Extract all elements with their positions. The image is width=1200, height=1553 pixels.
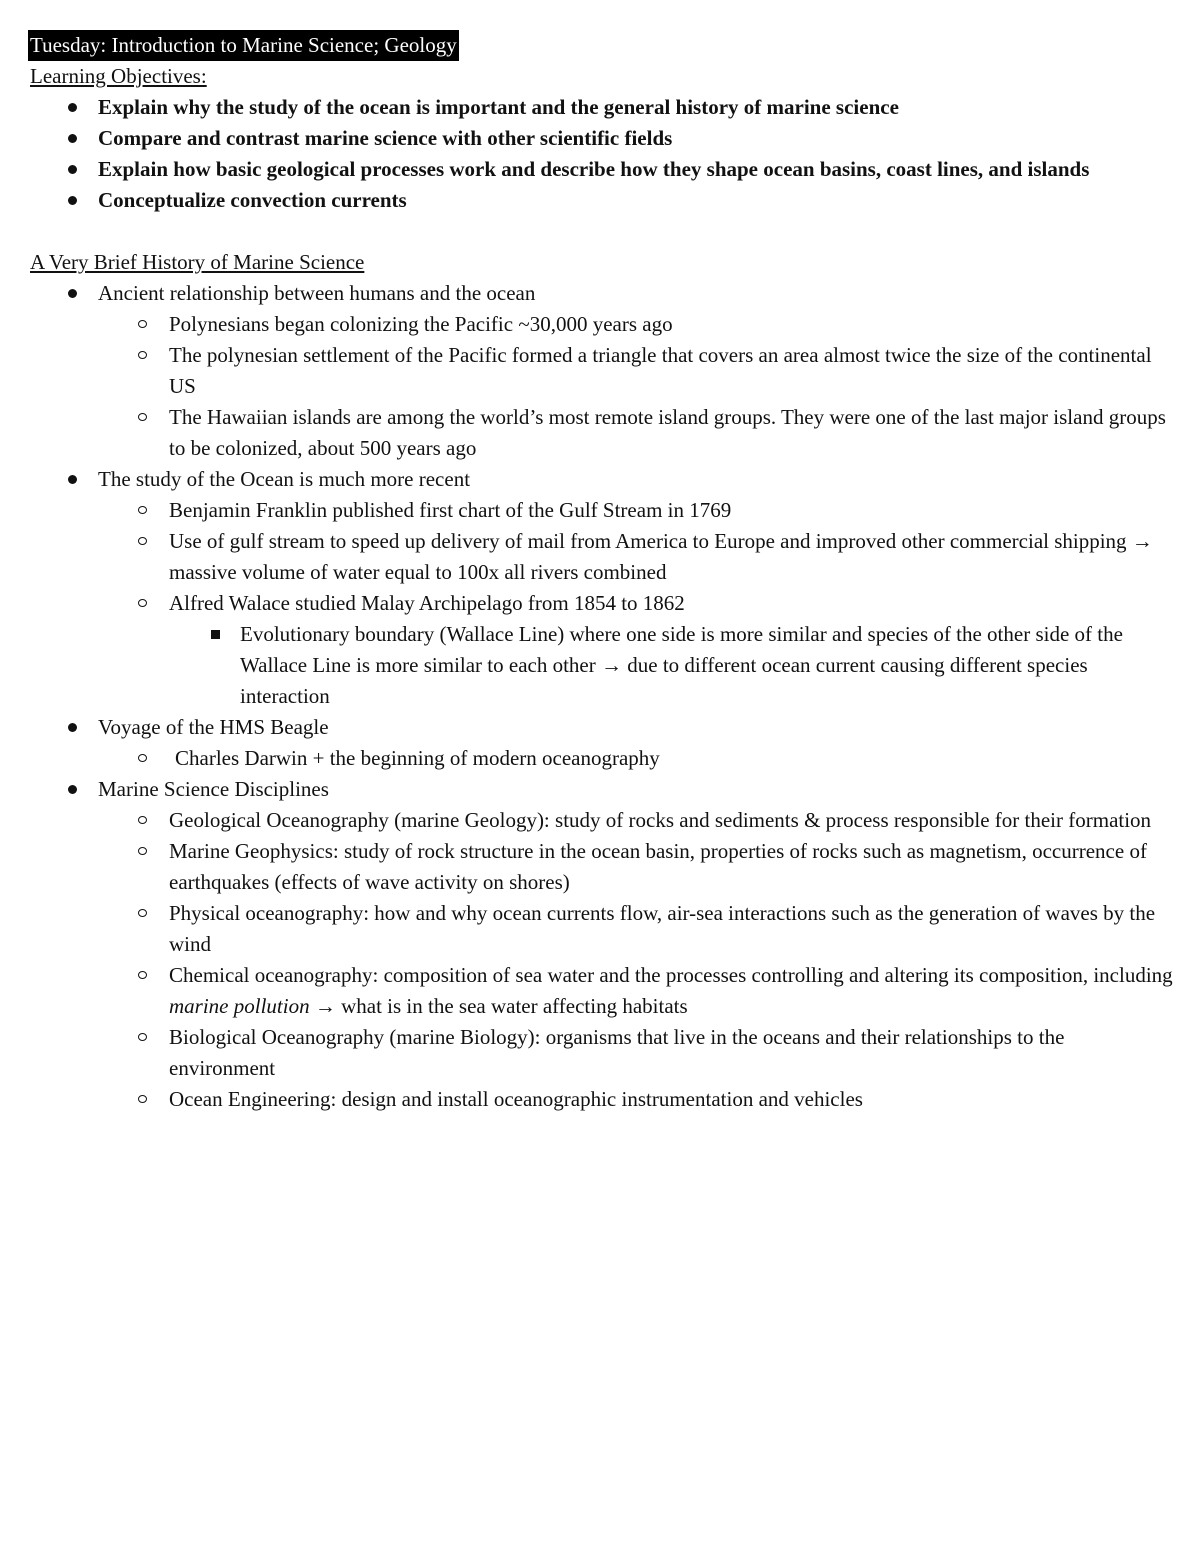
list-item: Benjamin Franklin published first chart of the Gulf Stream in 1769 [98, 495, 1175, 526]
list-item: Use of gulf stream to speed up delivery of mail from America to Europe and improved other commercial shipping → massive volume of water equal to 100x all rivers combined [98, 526, 1175, 588]
history-heading: A Very Brief History of Marine Science [30, 250, 365, 274]
sub-list [98, 805, 1175, 1115]
objectives-list [30, 92, 1175, 216]
list-item: The Hawaiian islands are among the world’s most remote island groups. They were one of the last major island groups to be colonized, about 500 years ago [98, 402, 1175, 464]
list-item: Marine Geophysics: study of rock structure in the ocean basin, properties of rocks such as magnetism, occurrence of earthquakes (effects of wave activity on shores) [98, 836, 1175, 898]
circle-bullet-icon [138, 413, 147, 421]
circle-bullet-icon [138, 506, 147, 514]
circle-bullet-icon [138, 537, 147, 545]
list-item: Explain how basic geological processes work and describe how they shape ocean basins, coast lines, and islands [30, 154, 1175, 185]
list-item: Polynesians began colonizing the Pacific ~30,000 years ago [98, 309, 1175, 340]
list-item: Conceptualize convection currents [30, 185, 1175, 216]
bullet-icon [68, 723, 77, 732]
list-item: Ancient relationship between humans and the ocean Polynesians began colonizing the Pacific ~30,000 years ago The polynesian settlement of the Pacific formed a triangle that covers an area almost twice the size of the continental US The Hawaiian islands are among the world’s most remote island groups. They were one of the last major island groups to be colonized, about 500 years ago [30, 278, 1175, 464]
italic-term: marine pollution [169, 994, 310, 1018]
list-item: The polynesian settlement of the Pacific formed a triangle that covers an area almost twice the size of the continental US [98, 340, 1175, 402]
circle-bullet-icon [138, 754, 147, 762]
history-list [30, 278, 1175, 1115]
bullet-icon [68, 165, 77, 174]
bullet-icon [68, 475, 77, 484]
circle-bullet-icon [138, 599, 147, 607]
list-item: Physical oceanography: how and why ocean currents flow, air-sea interactions such as the generation of waves by the wind [98, 898, 1175, 960]
bullet-icon [68, 785, 77, 794]
circle-bullet-icon [138, 320, 147, 328]
list-item: Biological Oceanography (marine Biology): organisms that live in the oceans and their relationships to the environment [98, 1022, 1175, 1084]
bullet-icon [68, 103, 77, 112]
circle-bullet-icon [138, 351, 147, 359]
sub-list [98, 495, 1175, 712]
objectives-heading: Learning Objectives: [30, 64, 207, 88]
sub-list [98, 743, 1175, 774]
list-item: Explain why the study of the ocean is important and the general history of marine science [30, 92, 1175, 123]
document-page [30, 30, 1175, 1115]
list-item: Alfred Walace studied Malay Archipelago from 1854 to 1862 Evolutionary boundary (Wallace Line) where one side is more similar and species of the other side of the Wallace Line is more similar to each other → due to different ocean current causing different species interaction [98, 588, 1175, 712]
sub-list [98, 309, 1175, 464]
circle-bullet-icon [138, 909, 147, 917]
list-item: Geological Oceanography (marine Geology): study of rocks and sediments & process responsible for their formation [98, 805, 1175, 836]
circle-bullet-icon [138, 847, 147, 855]
list-item: Chemical oceanography: composition of sea water and the processes controlling and altering its composition, including marine pollution → what is in the sea water affecting habitats [98, 960, 1175, 1022]
blank-line [30, 216, 1175, 247]
list-item: Compare and contrast marine science with other scientific fields [30, 123, 1175, 154]
bullet-icon [68, 289, 77, 298]
sub-sub-list [169, 619, 1175, 712]
circle-bullet-icon [138, 1033, 147, 1041]
square-bullet-icon [211, 630, 220, 639]
list-item: Voyage of the HMS Beagle Charles Darwin + the beginning of modern oceanography [30, 712, 1175, 774]
list-item: Ocean Engineering: design and install oceanographic instrumentation and vehicles [98, 1084, 1175, 1115]
list-item: Charles Darwin + the beginning of modern oceanography [98, 743, 1175, 774]
list-item: Evolutionary boundary (Wallace Line) where one side is more similar and species of the other side of the Wallace Line is more similar to each other → due to different ocean current causing different species interaction [169, 619, 1175, 712]
bullet-icon [68, 196, 77, 205]
list-item: The study of the Ocean is much more recent Benjamin Franklin published first chart of the Gulf Stream in 1769 Use of gulf stream to speed up delivery of mail from America to Europe and improved other commercial shipping → massive volume of water equal to 100x all rivers combined Alfred Walace studied Malay Archipelago from 1854 to 1862 Evolutionary boundary (Wallace Line) where one side is more similar and species of the other side of the Wallace Line is more similar to each other → due to different ocean current causing different species interaction [30, 464, 1175, 712]
circle-bullet-icon [138, 1095, 147, 1103]
circle-bullet-icon [138, 816, 147, 824]
circle-bullet-icon [138, 971, 147, 979]
title-line [30, 30, 1175, 61]
document-title: Tuesday: Introduction to Marine Science; Geology [28, 30, 459, 61]
list-item: Marine Science Disciplines Geological Oceanography (marine Geology): study of rocks and sediments & process responsible for their formation Marine Geophysics: study of rock structure in the ocean basin, properties of rocks such as magnetism, occurrence of earthquakes (effects of wave activity on shores) Physical oceanography: how and why ocean currents flow, air-sea interactions such as the generation of waves by the wind Chemical oceanography: composition of sea water and the processes controlling and altering its composition, including marine pollution → what is in the sea water affecting habitats Biological Oceanography (marine Biology): organisms that live in the oceans and their relationships to the environment Ocean Engineering: design and install oceanographic instrumentation and vehicles [30, 774, 1175, 1115]
bullet-icon [68, 134, 77, 143]
